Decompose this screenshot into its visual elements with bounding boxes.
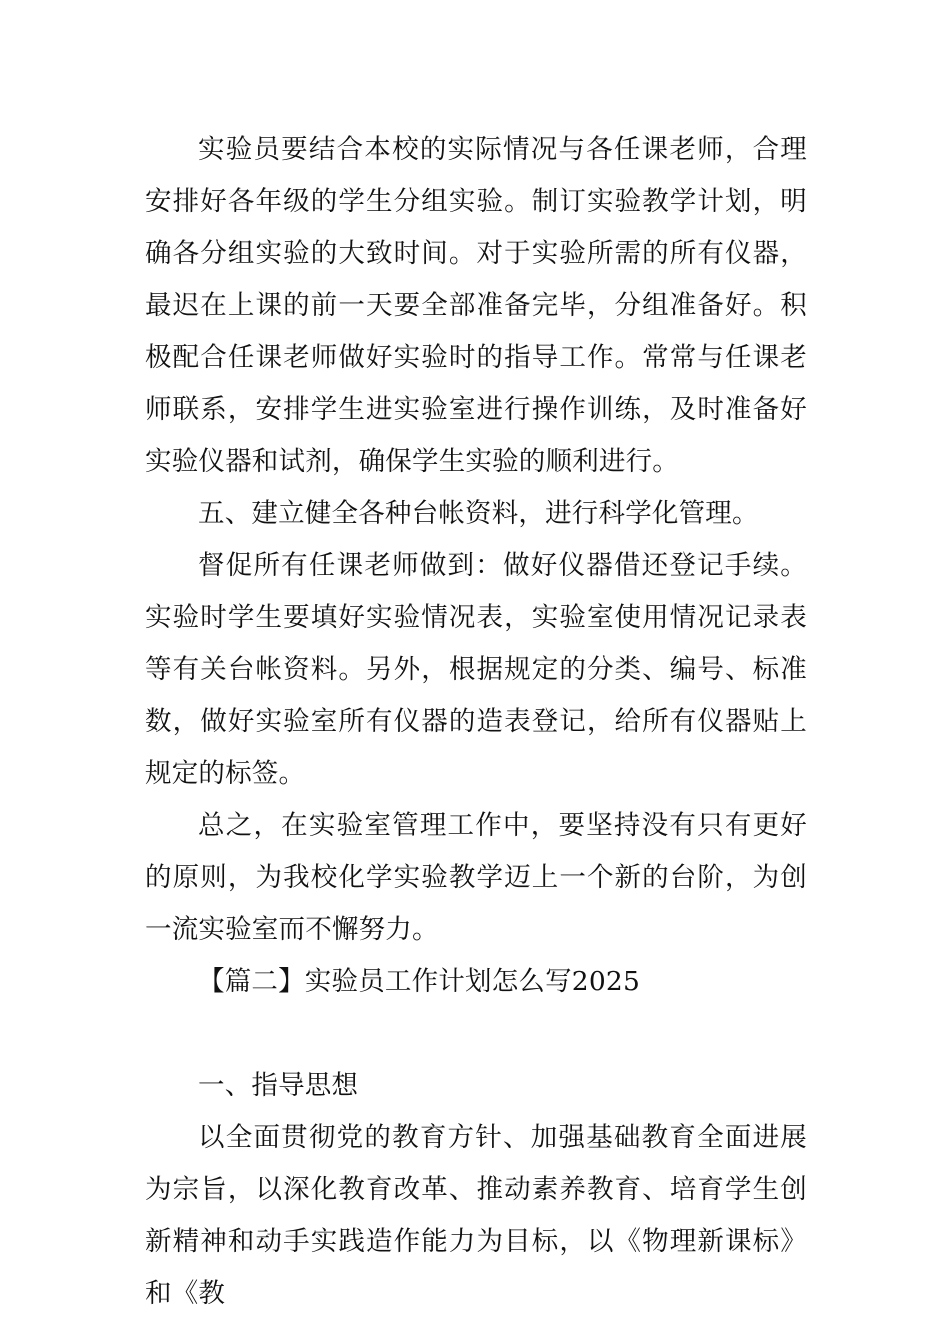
heading-guiding-thought: 一、指导思想 [198, 1070, 359, 1101]
paragraph-supervision: 督促所有任课老师做到：做好仪器借还登记手续。实验时学生要填好实验情况表，实验室使用情况记录表等有关台帐资料。另外，根据规定的分类、编号、标准数，做好实验室所有仪器的造表登记，给所有仪器贴上规定的标签。 [145, 550, 807, 789]
document-page [145, 124, 807, 1320]
paragraph-guiding-thought: 以全面贯彻党的教育方针、加强基础教育全面进展为宗旨，以深化教育改革、推动素养教育、培育学生创新精神和动手实践造作能力为目标，以《物理新课标》和《教 [145, 1122, 807, 1309]
section-title: 【篇二】实验员工作计划怎么写2025 [198, 966, 641, 997]
paragraph-lab-arrangement: 实验员要结合本校的实际情况与各任课老师，合理安排好各年级的学生分组实验。制订实验教学计划，明确各分组实验的大致时间。对于实验所需的所有仪器，最迟在上课的前一天要全部准备完毕，分组准备好。积极配合任课老师做好实验时的指导工作。常常与任课老师联系，安排学生进实验室进行操作训练，及时准备好实验仪器和试剂，确保学生实验的顺利进行。 [145, 134, 807, 477]
paragraph-summary: 总之，在实验室管理工作中，要坚持没有只有更好的原则，为我校化学实验教学迈上一个新的台阶，为创一流实验室而不懈努力。 [145, 810, 807, 945]
blank-line [145, 1008, 807, 1060]
heading-section-five: 五、建立健全各种台帐资料，进行科学化管理。 [198, 498, 759, 529]
